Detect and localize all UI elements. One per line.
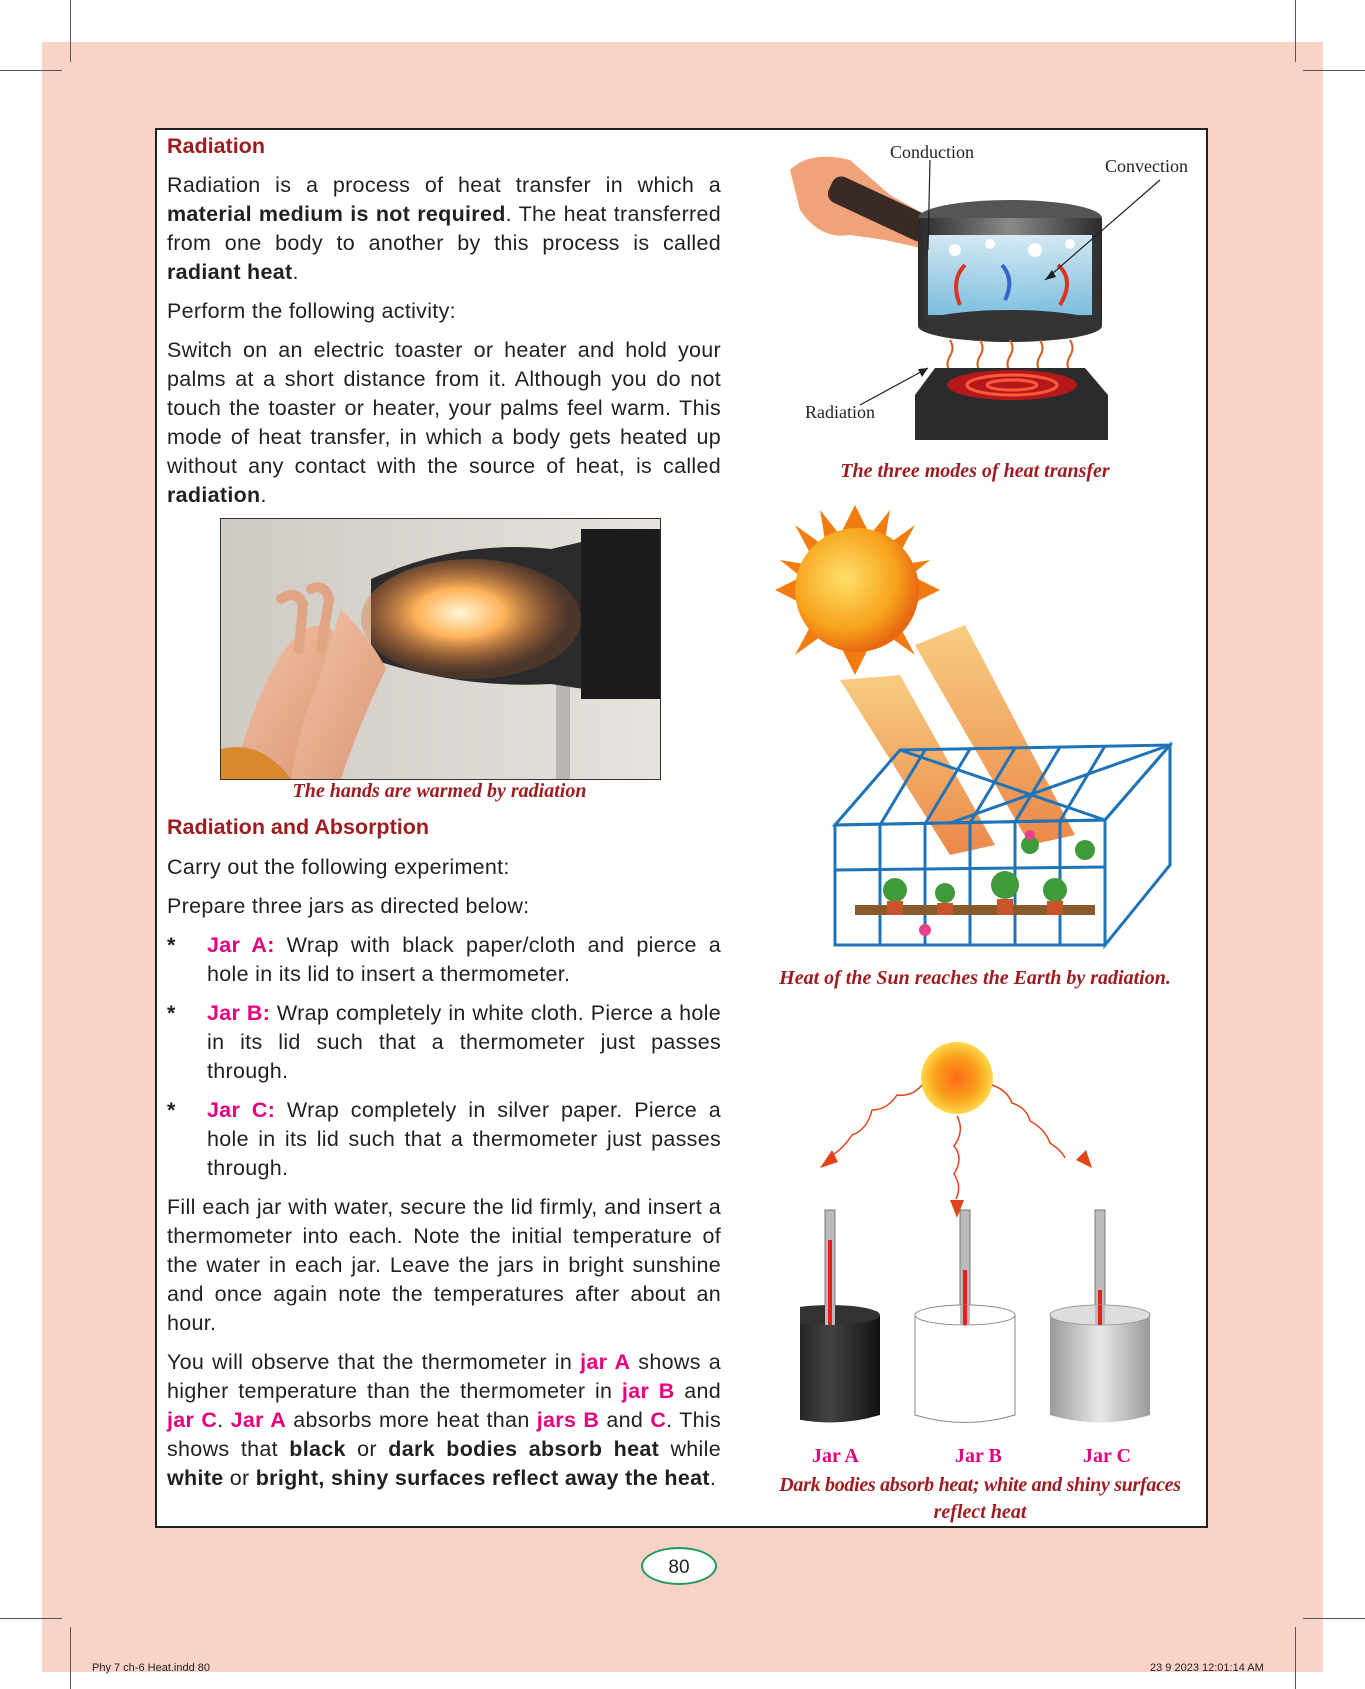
slug-right: 23 9 2023 12:01:14 AM	[1150, 1662, 1264, 1674]
sun-greenhouse-figure	[775, 505, 1185, 955]
jar-b-label: Jar B	[955, 1445, 1002, 1467]
page-number: 80	[641, 1547, 717, 1585]
crop-mark	[0, 70, 62, 71]
caption-sun: Heat of the Sun reaches the Earth by radiation.	[779, 967, 1171, 989]
heater-hands-photo	[220, 518, 661, 780]
crop-mark	[1303, 1618, 1365, 1619]
paragraph-experiment: Carry out the following experiment:	[167, 855, 510, 879]
paragraph-activity: Perform the following activity:	[167, 299, 456, 323]
bullet-jar-b: * Jar B: Wrap completely in white cloth. Pierce a hole in its lid such that a thermometer just passes through.	[167, 1001, 721, 1083]
paragraph-observation: You will observe that the thermometer in jar A shows a higher temperature than the thermometer in jar B and jar C. Jar A absorbs more heat than jars B and C. This shows that black or dark bodies absorb heat while white or bright, shiny surfaces reflect away the heat.	[167, 1350, 722, 1490]
label-radiation: Radiation	[805, 402, 875, 422]
caption-jars-line1: Dark bodies absorb heat; white and shiny surfaces	[779, 1474, 1181, 1496]
bullet-jar-a: * Jar A: Wrap with black paper/cloth and pierce a hole in its lid to insert a thermometer.	[167, 933, 721, 986]
crop-mark	[1295, 1627, 1296, 1689]
jar-a-label: Jar A	[812, 1445, 859, 1467]
paragraph-toaster: Switch on an electric toaster or heater and hold your palms at a short distance from it. Although you do not touch the toaster or heater, your palms feel warm. This mode of heat transfer, in which a body gets heated up without any contact with the source of heat, is called radiation.	[167, 338, 721, 507]
crop-mark	[0, 1618, 62, 1619]
crop-mark	[70, 0, 71, 62]
jar-c-label: Jar C	[1083, 1445, 1131, 1467]
section-heading-absorption: Radiation and Absorption	[167, 815, 429, 839]
crop-mark	[1303, 70, 1365, 71]
crop-mark	[70, 1627, 71, 1689]
jars-experiment-figure	[800, 1040, 1180, 1440]
paragraph-prepare: Prepare three jars as directed below:	[167, 894, 530, 918]
paragraph-procedure: Fill each jar with water, secure the lid firmly, and insert a thermometer into each. Note the initial temperature of the water in each jar. Leave the jars in bright sunshine and once again note the temperatures after about an hour.	[167, 1195, 721, 1335]
paragraph-definition: Radiation is a process of heat transfer in which a material medium is not required. The heat transferred from one body to another by this process is called radiant heat.	[167, 173, 722, 284]
section-heading-radiation: Radiation	[167, 134, 265, 158]
left-column-lower	[167, 813, 721, 1493]
label-convection: Convection	[1105, 156, 1188, 176]
caption-hands: The hands are warmed by radiation	[292, 780, 587, 802]
caption-jars-line2: reflect heat	[933, 1501, 1027, 1523]
slug-left: Phy 7 ch-6 Heat.indd 80	[92, 1662, 211, 1674]
label-conduction: Conduction	[890, 142, 974, 162]
crop-mark	[1295, 0, 1296, 62]
left-column	[167, 132, 721, 510]
caption-three-modes: The three modes of heat transfer	[840, 460, 1110, 482]
bullet-jar-c: * Jar C: Wrap completely in silver paper. Pierce a hole in its lid such that a thermometer just passes through.	[167, 1098, 721, 1180]
